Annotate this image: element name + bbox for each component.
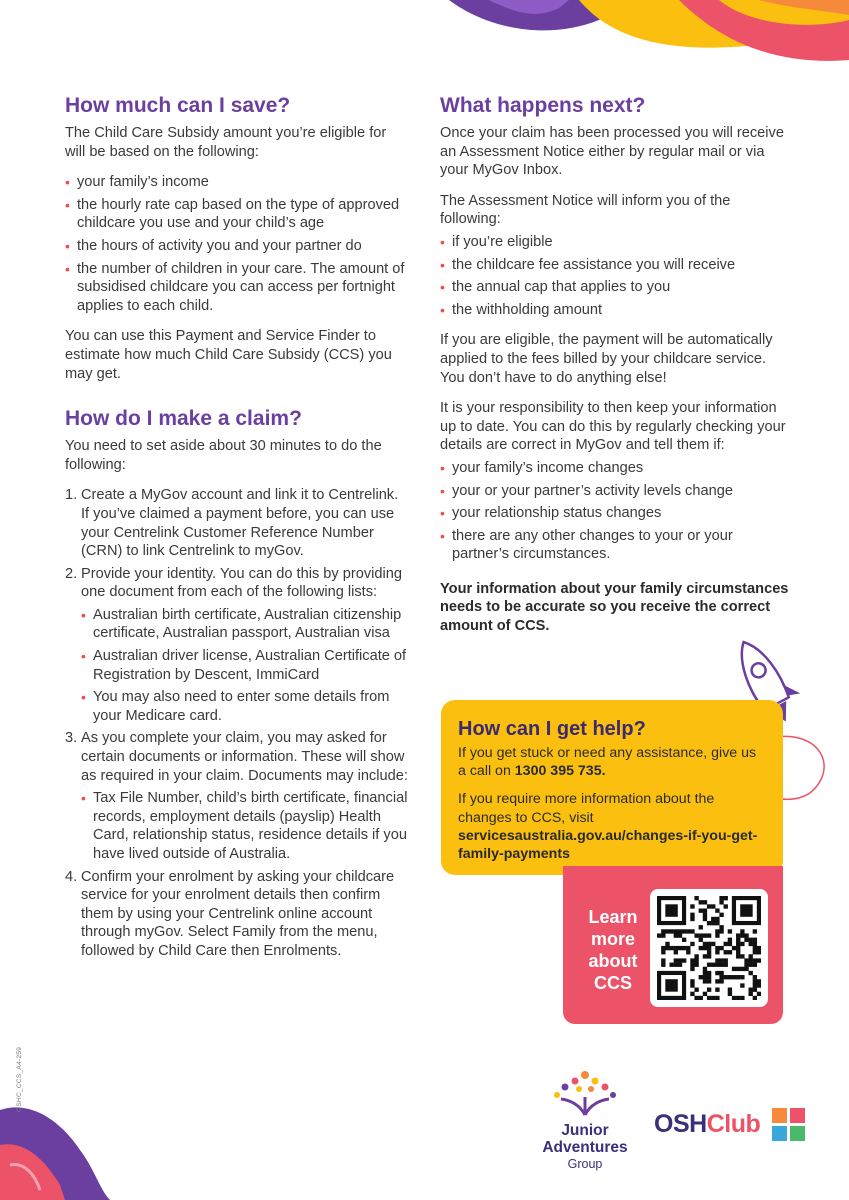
list-item: • your family’s income	[65, 174, 209, 191]
list-item: • the number of children in your care. The amount of subsidised childcare you can access per fortnight applies to each child.	[65, 260, 405, 314]
next-paragraph-1: Once your claim has been processed you will receive an Assessment Notice either by regular mail or via your MyGov Inbox.	[440, 125, 784, 179]
list-item: • if you’re eligible	[440, 233, 553, 250]
identity-documents-list	[81, 606, 410, 726]
list-item: • your family’s income changes	[440, 459, 644, 476]
bullet-dot: •	[440, 256, 445, 273]
payment-finder-text: You can use this Payment and Service Finder to estimate how much Child Care Subsidy (CCS) you may get.	[65, 328, 392, 382]
next-paragraph-3: If you are eligible, the payment will be automatically applied to the fees billed by your childcare service. You don’t have to do anything else!	[440, 332, 773, 386]
flower-logo-icon	[535, 1065, 635, 1121]
help-box	[441, 700, 783, 875]
services-australia-link[interactable]: servicesaustralia.gov.au/changes-if-you-get-family-payments	[458, 827, 758, 863]
bullet-dot: •	[81, 648, 86, 665]
oshclub-logo: OSHClub	[654, 1108, 809, 1144]
accuracy-note: Your information about your family circumstances needs to be accurate so you receive the correct amount of CCS.	[440, 580, 789, 635]
list-item: • there are any other changes to your or your partner’s circumstances.	[440, 527, 733, 563]
list-item: • your relationship status changes	[440, 505, 662, 522]
bullet-dot: •	[65, 237, 70, 254]
list-item: • the annual cap that applies to you	[440, 279, 671, 296]
list-item: • the childcare fee assistance you will receive	[440, 256, 736, 273]
bullet-dot: •	[81, 689, 86, 706]
learn-more-text: Learn more about CCS	[588, 907, 638, 993]
help-call-text: If you get stuck or need any assistance, give us a call on 1300 395 735.	[458, 745, 757, 780]
bullet-dot: •	[440, 505, 445, 522]
junior-adventures-logo: Junior Adventures Group	[535, 1065, 645, 1180]
save-bullet-list	[65, 173, 410, 315]
next-paragraph-4: It is your responsibility to then keep your information up to date. You can do this by regularly checking your details are correct in MyGov and tell them if:	[440, 400, 786, 454]
bullet-dot: •	[440, 279, 445, 296]
bullet-dot: •	[65, 196, 70, 213]
bullet-dot: •	[440, 301, 445, 318]
heading-how-much-save: How much can I save?	[65, 94, 291, 117]
claim-step: 3. As you complete your claim, you may asked for certain documents or information. These will show as required in your claim. Documents may include: • Tax File Number, child’s birth certificate, financial records, employment details (payslip) Health Card, relationship status, residence details if you have lived outside of Australia.	[65, 729, 410, 863]
qr-code-icon	[657, 896, 761, 1000]
save-intro: The Child Care Subsidy amount you’re eligible for will be based on the following:	[65, 125, 387, 160]
claim-intro: You need to set aside about 30 minutes to do the following:	[65, 438, 382, 473]
list-item: • the hours of activity you and your partner do	[65, 237, 362, 254]
list-item: • Australian driver license, Australian Certificate of Registration by Descent, ImmiCard	[81, 648, 407, 683]
list-item: • You may also need to enter some details from your Medicare card.	[81, 689, 390, 724]
heading-make-claim: How do I make a claim?	[65, 407, 302, 431]
document-code: OSHC_CCS_A4-259	[16, 1046, 23, 1112]
bullet-dot: •	[65, 174, 70, 191]
bullet-dot: •	[65, 260, 70, 277]
bullet-dot: •	[440, 482, 445, 499]
help-info-text: If you require more information about the changes to CCS, visit servicesaustralia.gov.au/changes-if-you-get-family-payments	[458, 791, 758, 863]
bullet-dot: •	[440, 527, 445, 544]
left-column	[65, 92, 410, 971]
phone-number[interactable]: 1300 395 735.	[514, 763, 606, 780]
claim-step: 4. Confirm your enrolment by asking your childcare service for your enrolment details then confirm them by using your Centrelink online account through myGov. Select Family from the menu, followed by Child Care then Enrolments.	[65, 868, 395, 959]
decorative-brush-top	[429, 0, 849, 70]
claim-step: 1. Create a MyGov account and link it to Centrelink. If you’ve claimed a payment before, you can use your Centrelink Customer Reference Number (CRN) to link Centrelink to myGov.	[65, 487, 399, 560]
assessment-bullet-list	[440, 233, 790, 319]
bullet-dot: •	[440, 459, 445, 476]
list-item: • Tax File Number, child’s birth certificate, financial records, employment details (payslip) Health Card, relationship status, residence details if you have lived outside of Australia.	[81, 790, 408, 862]
list-item: • your or your partner’s activity levels change	[440, 482, 733, 499]
next-paragraph-2: The Assessment Notice will inform you of the following:	[440, 192, 731, 228]
changes-bullet-list	[440, 459, 790, 564]
list-item: • the hourly rate cap based on the type of approved childcare you use and your child’s age	[65, 196, 400, 232]
learn-more-box	[563, 866, 783, 1024]
required-documents-list	[81, 789, 410, 863]
claim-steps-list	[65, 486, 410, 960]
heading-how-get-help: How can I get help?	[458, 718, 646, 740]
oshclub-squares-icon	[772, 1108, 806, 1142]
claim-step: 2. Provide your identity. You can do this by providing one document from each of the following lists: • Australian birth certificate, Australian citizenship certificate, Australian passport, Australian visa • Australian driver license, Australian Certificate of Registration by Descent, ImmiCard • You may also need to enter some details from your Medicare card.	[65, 565, 410, 726]
qr-code[interactable]	[650, 889, 768, 1007]
right-column	[440, 92, 790, 648]
list-item: • Australian birth certificate, Australian citizenship certificate, Australian passport, Australian visa	[81, 606, 402, 642]
heading-what-happens-next: What happens next?	[440, 94, 646, 117]
bullet-dot: •	[81, 790, 86, 807]
bullet-dot: •	[81, 606, 86, 623]
bullet-dot: •	[440, 233, 445, 250]
list-item: • the withholding amount	[440, 301, 603, 318]
